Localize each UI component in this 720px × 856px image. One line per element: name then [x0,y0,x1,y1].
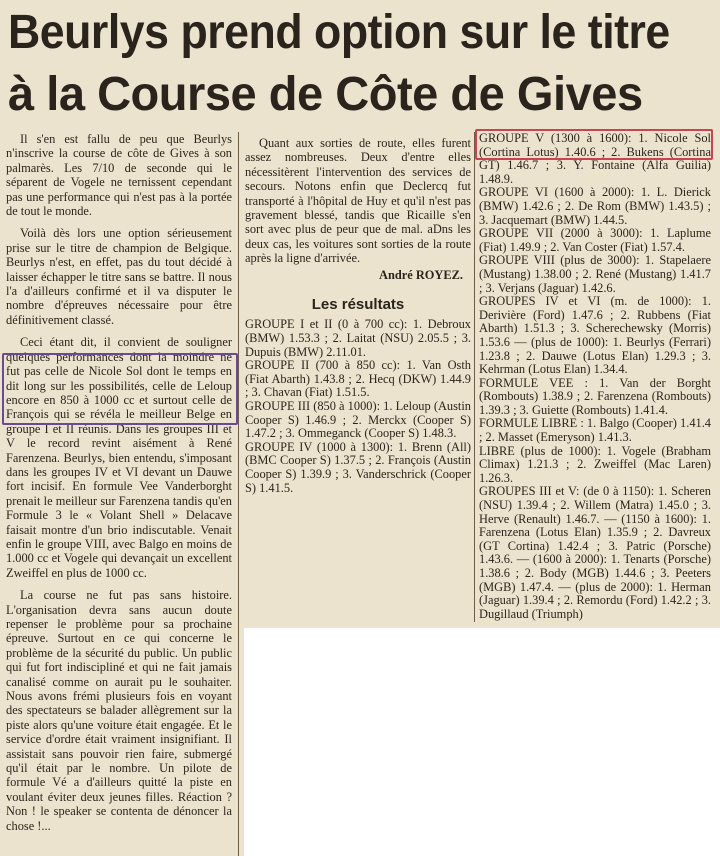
column-rule-2 [474,132,475,622]
article-paragraph: Il s'en est fallu de peu que Beurlys n'inscrive la course de côte de Gives à son palmarès. Les 7/10 de seconde qui le séparent de Vogele ne ternissent cependant pas une performance qui n'est pas à la portée de tout le monde. [6,132,232,219]
results-item: GROUPE VI (1600 à 2000): 1. L. Dierick (BMW) 1.42.6 ; 2. De Rom (BMW) 1.43.5) ; 3. Jacquemart (BMW) 1.44.5. [479,185,711,227]
results-item: GROUPE V (1300 à 1600): 1. Nicole Sol (Cortina Lotus) 1.40.6 ; 2. Bukens (Cortina GT) 1.46.7 ; 3. Y. Fontaine (Alfa Guilia) 1.48.9. [479,131,711,186]
article-column-2 [245,132,471,495]
headline-line-1: Beurlys prend option sur le titre [8,6,670,59]
results-item: GROUPE VIII (plus de 3000): 1. Stapelaere (Mustang) 1.38.00 ; 2. René (Mustang) 1.41.7 ; 3. Verjans (Jaguar) 1.42.6. [479,253,711,295]
column-rule-1 [238,132,239,856]
results-item: GROUPES IV et VI (m. de 1000): 1. Derivière (Ford) 1.47.6 ; 2. Rubbens (Fiat Abarth) 1.51.3 ; 3. Scherechewsky (Morris) 1.53.6 — (plus de 1000): 1. Beurlys (Ferrari) 1.23.8 ; 2. Dauwe (Lotus Elan) 1.29.3 ; 3. Kehrman (Lotus Elan) 1.34.4. [479,294,711,377]
article-paragraph: Ceci étant dit, il convient de souligner quelques performances dont la moindre ne fut pas celle de Nicole Sol dont le temps en dit long sur les possibilités, celle de Leloup encore en 850 à 1000 cc et surtout celle de François qui se révéla le meilleur Belge en groupe I et II réunis. Dans les groupes III et V le record revint aisément à René Farenzena. Beurlys, bien entendu, s'imposant dans les groupes IV et VI devant un Dauwe fort incisif. En formule Vee Vanderborght prenait le meilleur sur Farenzena tandis qu'en Formule 3 le « Volant Shell » Delacave faisait montre d'un brio indiscutable. Venait enfin le groupe VIII, avec Balgo en moins de 1.000 cc et Vogele qui devançait un excellent Zweiffel en plus de 1000 cc. [6,335,232,580]
highlight-box-nicole-sol-result [475,129,713,160]
results-title: Les résultats [311,296,405,314]
results-item: GROUPE I et II (0 à 700 cc): 1. Debroux (BMW) 1.53.3 ; 2. Laitat (NSU) 2.05.5 ; 3. Dupuis (BMW) 2.11.01. [245,317,471,359]
results-item: GROUPES III et V: (de 0 à 1150): 1. Scheren (NSU) 1.39.4 ; 2. Willem (Matra) 1.45.0 ; 3. Herve (Renault) 1.46.7. — (1150 à 1600): 1. Farenzena (Lotus Elan) 1.35.9 ; 2. Davreux (GT Cortina) 1.42.4 ; 3. Patric (Porsche) 1.43.6. — (1600 à 2000): 1. Tenarts (Porsche) 1.38.6 ; 2. Body (MGB) 1.44.6 ; 3. Peeters (MGB) 1.47.4. — (plus de 2000): 1. Herman (Jaguar) 1.39.4 ; 2. Remordu (Ford) 1.42.2 ; 3. Dugillaud (Triumph) [479,484,711,621]
article-paragraph: La course ne fut pas sans histoire. L'organisation devra sans aucun doute repenser le problème pour sa prochaine épreuve. Surtout en ce qui concerne le problème de la sécurité du public. Un public qui fut fort indiscipliné et qui ne fait jamais canalisé comme on aurait pu le souhaiter. Nous avons frémi plusieurs fois en voyant des spectateurs se balader allègrement sur la piste alors qu'une voiture était engagée. Et le service d'ordre était vraiment insignifiant. Il assistait sans pouvoir rien faire, submergé qu'il était par le nombre. Un pilote de formule Vé a d'ailleurs quitté la piste en voulant éviter deux jeunes filles. Réaction ? Non ! le speaker se contenta de dénoncer la chose !... [6,588,232,833]
article-paragraph: Voilà dès lors une option sérieusement prise sur le titre de champion de Belgique. Beurlys n'est, en effet, pas du tout décidé à laisser échapper le titre sans se battre. Il nous l'a d'ailleurs confirmé et il va disputer le nombre d'épreuves nécessaire pour être définitivement classé. [6,226,232,327]
byline: André ROYEZ. [379,267,463,282]
results-item: GROUPE II (700 à 850 cc): 1. Van Osth (Fiat Abarth) 1.43.8 ; 2. Hecq (DKW) 1.44.9 ; 3. Chavan (Fiat) 1.51.5. [245,358,471,400]
highlight-box-nicole-sol-paragraph [2,353,238,425]
results-item: FORMULE VEE : 1. Van der Borght (Rombouts) 1.38.9 ; 2. Farenzena (Rombouts) 1.39.3 ; 3. Guiette (Rombouts) 1.41.4. [479,375,711,417]
results-item: FORMULE LIBRE : 1. Balgo (Cooper) 1.41.4 ; 2. Masset (Emeryson) 1.41.3. [479,416,711,445]
results-item: GROUPE IV (1000 à 1300): 1. Brenn (All) (BMC Cooper S) 1.37.5 ; 2. François (Austin Cooper S) 1.39.9 ; 3. Vanderschrick (Cooper S) 1.41.5. [245,439,471,495]
article-paragraph: Quant aux sorties de route, elles furent assez nombreuses. Deux d'entre elles nécessitèrent l'intervention des services de secours. Notons enfin que Declercq fut transporté à l'hôpital de Huy et qu'il n'est pas gravement blessé, tandis que Ricaille s'en sort avec plus de peur que de mal. aDns les deux cas, les voitures sont sorties de la route après la ligne d'arrivée. [245,136,471,266]
results-item: GROUPE III (850 à 1000): 1. Leloup (Austin Cooper S) 1.46.9 ; 2. Merckx (Cooper S) 1.47.2 ; 3. Ommeganck (Cooper S) 1.48.3. [245,399,471,441]
results-item: LIBRE (plus de 1000): 1. Vogele (Brabham Climax) 1.21.3 ; 2. Zweiffel (Mac Laren) 1.26.3. [479,443,711,485]
results-item: GROUPE VII (2000 à 3000): 1. Laplume (Fiat) 1.49.9 ; 2. Van Coster (Fiat) 1.57.4. [479,226,711,254]
headline-line-2: à la Course de Côte de Gives [8,68,643,121]
results-column-3 [479,132,711,621]
article-column-1 [6,132,232,833]
